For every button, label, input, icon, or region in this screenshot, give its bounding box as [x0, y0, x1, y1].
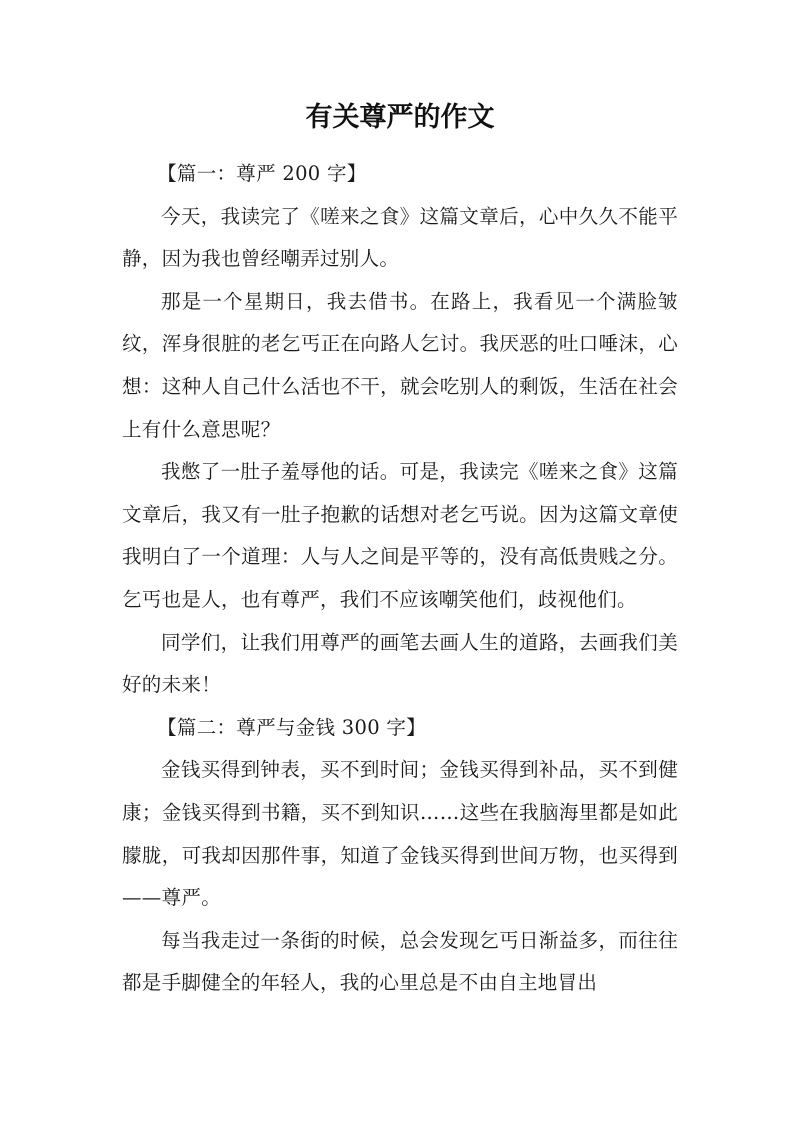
paragraph: 今天，我读完了《嗟来之食》这篇文章后，心中久久不能平静，因为我也曾经嘲弄过别人。	[122, 204, 678, 271]
paragraph: 每当我走过一条街的时候，总会发现乞丐日渐益多，而往往都是手脚健全的年轻人，我的心里总是不由自主地冒出	[122, 928, 678, 995]
section-heading-1: 【篇一：尊严 200 字】	[157, 162, 367, 185]
section-heading-2: 【篇二：尊严与金钱 300 字】	[157, 715, 427, 739]
document-title: 有关尊严的作文	[305, 102, 495, 133]
document-body	[122, 153, 678, 1005]
paragraph: 那是一个星期日，我去借书。在路上，我看见一个满脸皱纹，浑身很脏的老乞丐正在向路人乞讨。我厌恶的吐口唾沫，心想：这种人自己什么活也不干，就会吃别人的剩饭，生活在社会上有什么意思呢？	[122, 289, 678, 441]
paragraph: 金钱买得到钟表，买不到时间；金钱买得到补品，买不到健康；金钱买得到书籍，买不到知识……这些在我脑海里都是如此朦胧，可我却因那件事，知道了金钱买得到世间万物，也买得到——尊严。	[122, 758, 678, 910]
paragraph: 同学们，让我们用尊严的画笔去画人生的道路，去画我们美好的未来！	[122, 630, 678, 697]
paragraph: 我憋了一肚子羞辱他的话。可是，我读完《嗟来之食》这篇文章后，我又有一肚子抱歉的话想对老乞丐说。因为这篇文章使我明白了一个道理：人与人之间是平等的，没有高低贵贱之分。乞丐也是人，也有尊严，我们不应该嘲笑他们，歧视他们。	[122, 460, 678, 611]
